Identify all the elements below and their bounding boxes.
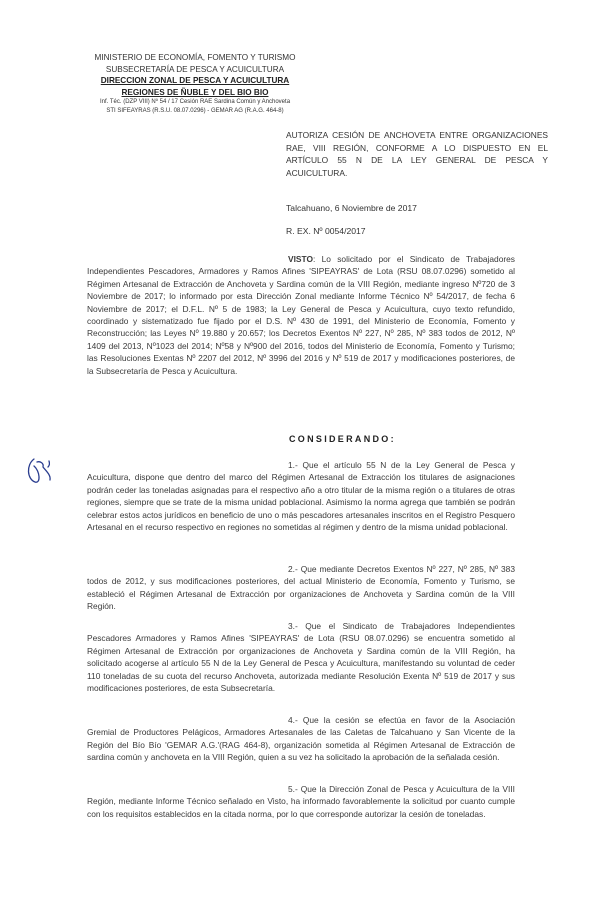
considerando-item-1: 1.- Que el artículo 55 N de la Ley General de Pesca y Acuicultura, dispone que dentro del marco del Régimen Artesanal de Extracción los titulares de asignaciones podrán ceder las toneladas asignadas para el respectivo año a otro titular de la misma región o a titulares de otras regiones, siempre que se trate de la misma unidad poblacional. Asimismo la norma agrega que también se podrán celebrar estos actos jurídicos en beneficio de uno o más pescadores artesanales inscritos en el Registro Pesquero Artesanal en el recurso respectivo en regiones no sometidas al régimen y dentro de la misma unidad poblacional.	[87, 460, 515, 533]
visto-paragraph	[87, 253, 515, 377]
resolution-subject: AUTORIZA CESIÓN DE ANCHOVETA ENTRE ORGANIZACIONES RAE, VIII REGIÓN, CONFORME A LO DISPUESTO EN EL ARTÍCULO 55 N DE LA LEY GENERAL DE PESCA Y ACUICULTURA.	[286, 130, 548, 178]
ministry-name: MINISTERIO DE ECONOMÍA, FOMENTO Y TURISMO	[94, 53, 296, 62]
considerando-item-2: 2.- Que mediante Decretos Exentos Nº 227, Nº 285, Nº 383 todos de 2012, y sus modificaciones posteriores, del actual Ministerio de Economía, Fomento y Turismo, se estableció el Régimen Artesanal de Extracción por organizaciones de Anchoveta y Sardina común de la VIII Región.	[87, 564, 515, 612]
undersecretariat-name: SUBSECRETARÍA DE PESCA Y ACUICULTURA	[105, 64, 285, 74]
considerando-item-5: 5.- Que la Dirección Zonal de Pesca y Acuicultura de la VIII Región, mediante Informe Técnico señalado en Visto, ha informado favorablemente la solicitud por cuanto cumple con los requisitos establecidos en la citada norma, por lo que corresponde autorizar la cesión de toneladas.	[87, 784, 515, 819]
document-date: Talcahuano, 6 Noviembre de 2017	[286, 203, 417, 213]
resolution-number: R. EX. Nº 0054/2017	[286, 226, 366, 236]
regions-name: REGIONES DE ÑUBLE Y DEL BIO BIO	[121, 87, 269, 97]
considerando-item-4: 4.- Que la cesión se efectúa en favor de la Asociación Gremial de Productores Pelágicos, Armadores Artesanales de las Caletas de Talcahuano y San Vicente de la Región del Bío Bío 'GEMAR A.G.'(RAG 464-8), organización sometida al Régimen Artesanal de Extracción de sardina común y anchoveta en la VIII Región, quien a su vez ha solicitado la aprobación de la señalada cesión.	[87, 715, 515, 763]
zonal-direction-name: DIRECCION ZONAL DE PESCA Y ACUICULTURA	[100, 76, 290, 85]
considerando-item-3: 3.- Que el Sindicato de Trabajadores Independientes Pescadores Armadores y Ramos Afines 'SIPEAYRAS' de Lota (RSU 08.07.0296) se encuentra sometido al Régimen Artesanal de Extracción por organizaciones de Anchoveta y Sardina común de la VIII Región, ha solicitado acogerse al artículo 55 N de la Ley General de Pesca y Acuicultura, manifestando su voluntad de ceder 110 toneladas de su cuota del recurso Anchoveta, autorizada mediante Resolución Exenta Nº 519 de 2017 y sus modificaciones posteriores, de esta Subsecretaría.	[87, 621, 515, 694]
report-reference: Inf. Téc. (DZP VIII) Nº 54 / 17 Cesión RAE Sardina Común y Anchoveta	[99, 99, 291, 105]
handwritten-initials-icon	[22, 453, 56, 487]
visto-text: : Lo solicitado por el Sindicato de Trabajadores Independientes Pescadores, Armadores y Ramos Afines 'SIPEAYRAS' de Lota (RSU 08.07.0296) sometido al Régimen Artesanal de Extracción de Anchoveta y Sardina común de la VIII Región, mediante ingreso Nº720 de 3 Noviembre de 2017; lo informado por esta Dirección Zonal mediante Informe Técnico Nº 54/2017, de fecha 6 Noviembre de 2017; el D.F.L. Nº 5 de 1983; la Ley General de Pesca y Acuicultura, cuyo texto refundido, coordinado y sistematizado fue fijado por el D.S. Nº 430 de 1991, del Ministerio de Economía, Fomento y Reconstrucción; las Leyes Nº 19.880 y 20.657; los Decretos Exentos Nº 227, Nº 285, Nº 383 todos de 2012, Nº 1409 del 2013, Nº1023 del 2014; Nº58 y Nº900 del 2016, todos del Ministerio de Economía, Fomento y Turismo; las Resoluciones Exentas Nº 2207 del 2012, Nº 3996 del 2016 y Nº 519 de 2017 y modificaciones posteriores, de la Subsecretaría de Pesca y Acuicultura.	[87, 254, 515, 376]
visto-label: VISTO	[288, 254, 313, 264]
considerando-heading: CONSIDERANDO:	[289, 434, 396, 444]
letterhead	[70, 52, 320, 116]
organizations-reference: STI SIFEAYRAS (R.S.U. 08.07.0296) - GEMAR AG (R.A.G. 464-8)	[106, 108, 284, 114]
